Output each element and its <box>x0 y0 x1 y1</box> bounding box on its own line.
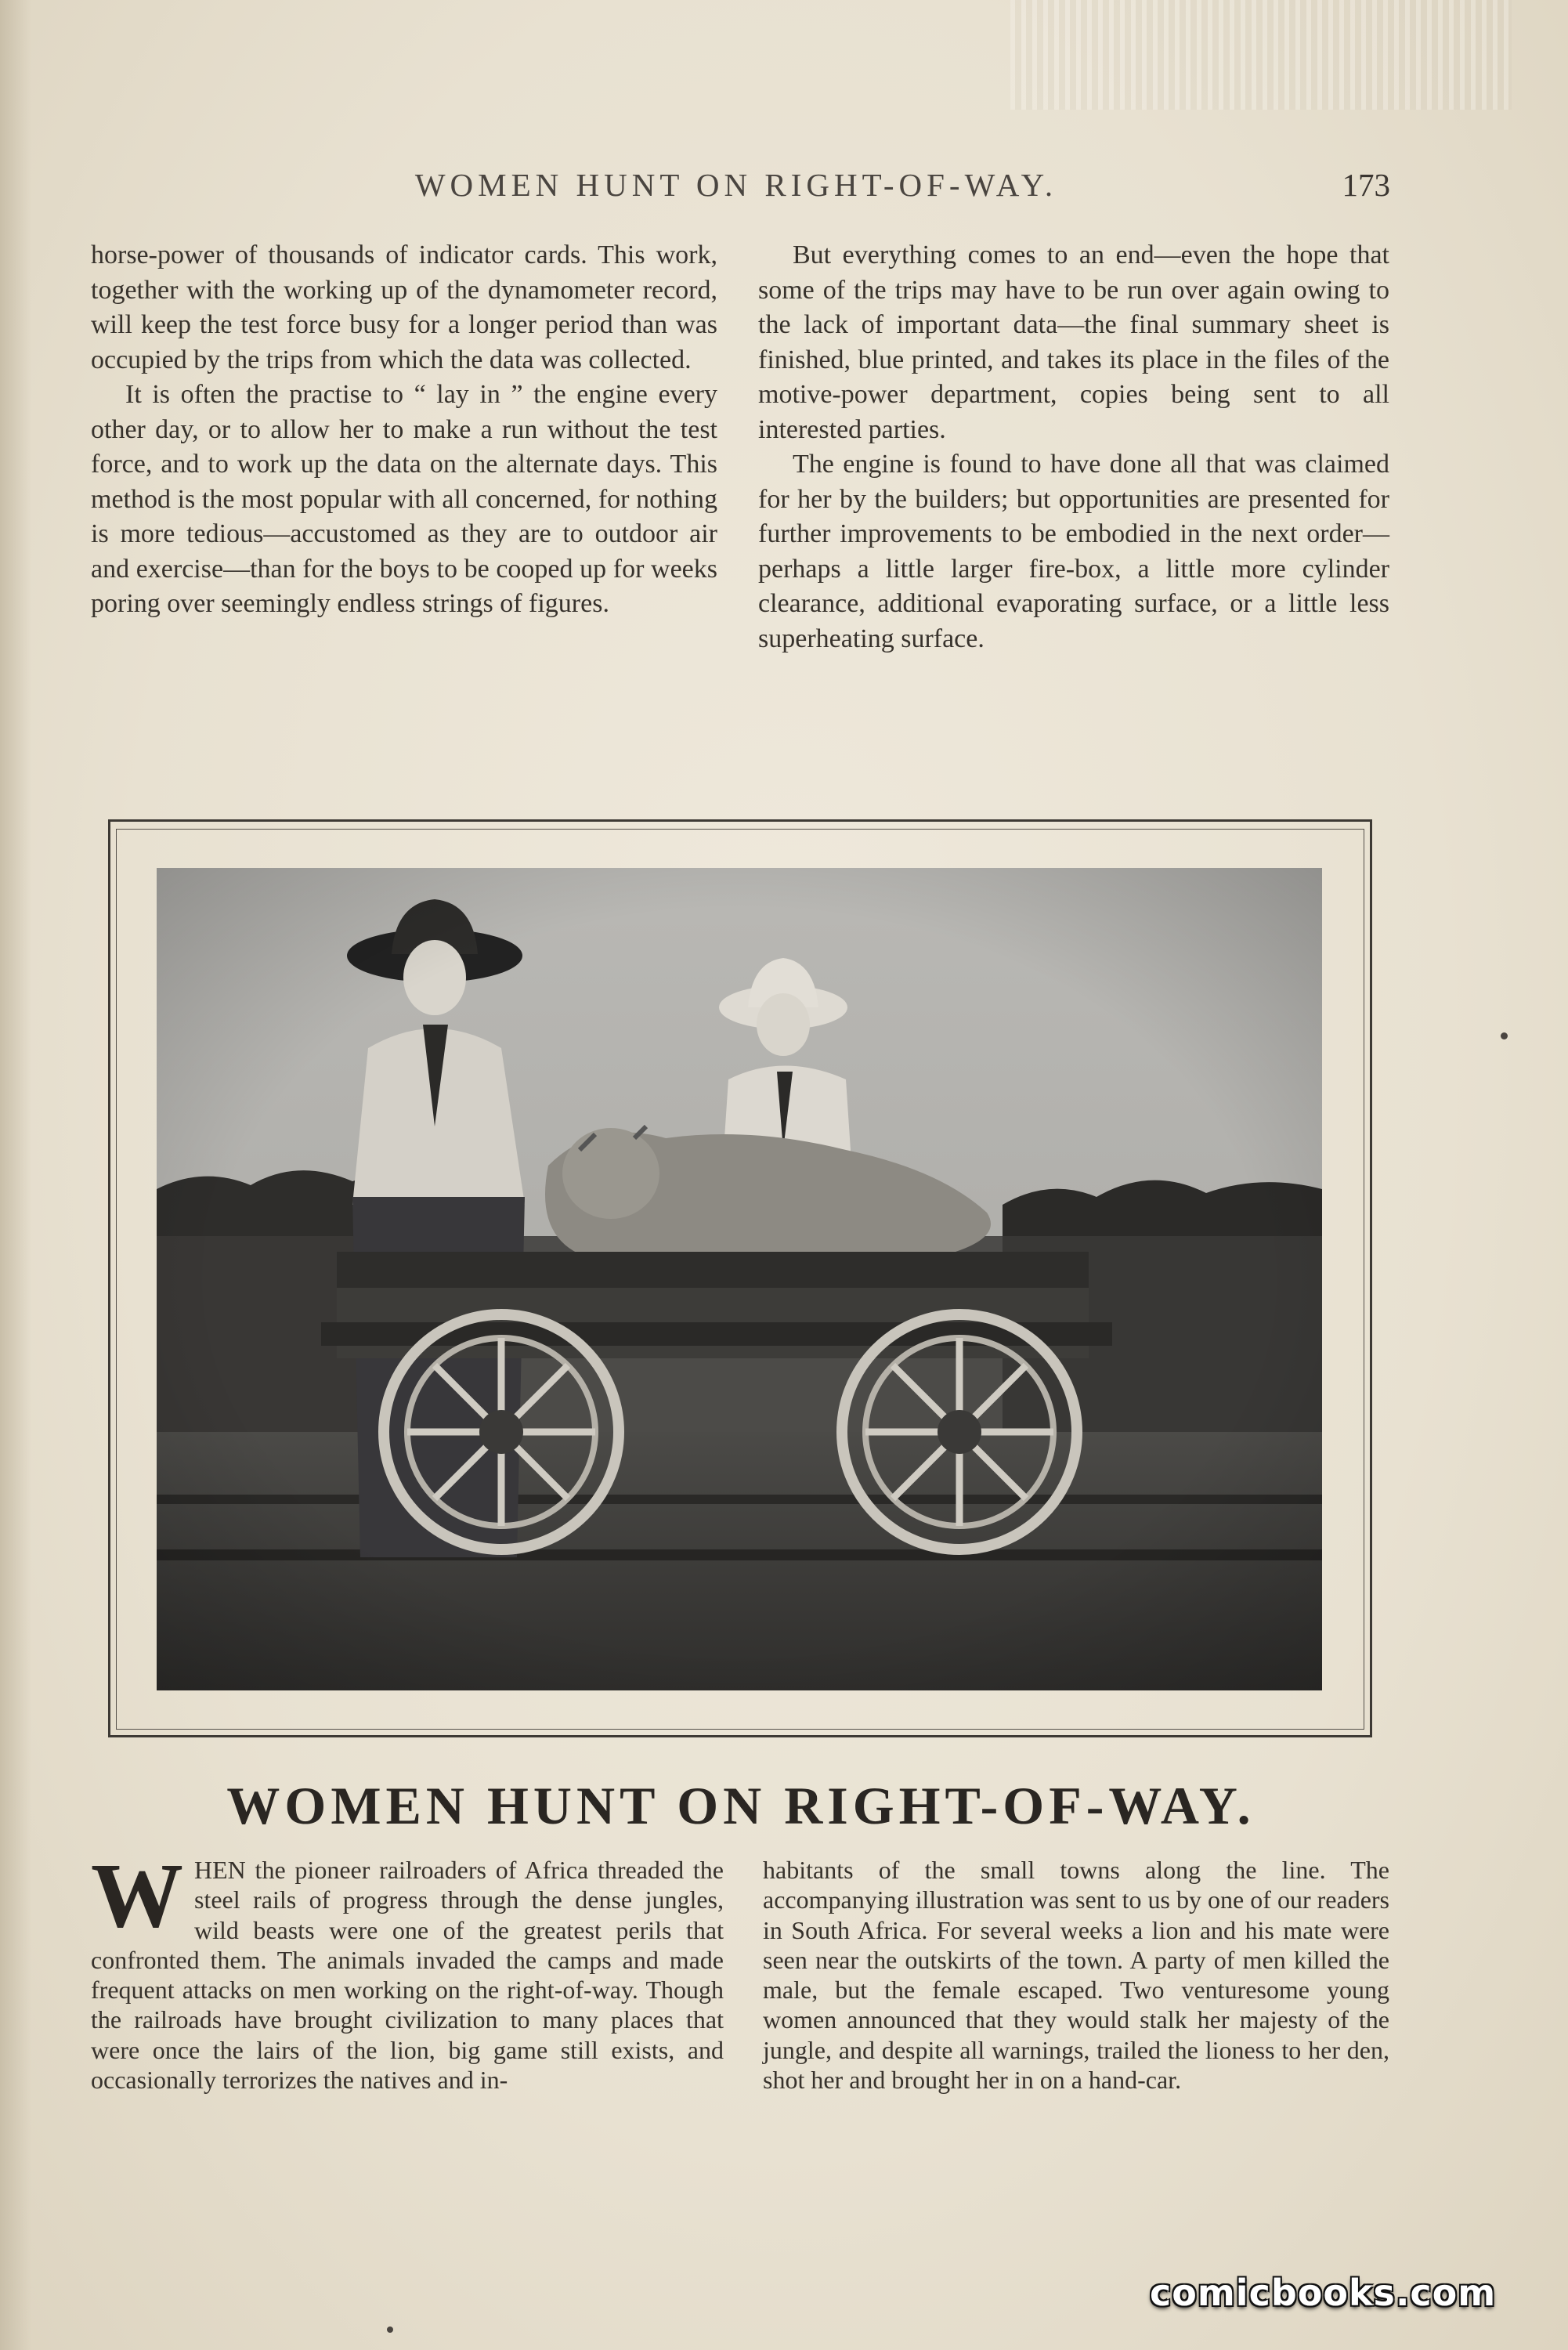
article-right-column <box>763 1855 1389 2095</box>
article-headline: WOMEN HUNT ON RIGHT-OF-WAY. <box>226 1776 1255 1835</box>
photograph-illustration <box>157 868 1322 1690</box>
article-left-column <box>91 1844 724 2095</box>
page-fold-texture <box>1010 0 1512 110</box>
paragraph: horse-power of thousands of indicator cards. This work, together with the working up of the dynamometer record, will keep the test force busy for a longer period than was occupied by the trips from which the data was collected. <box>91 240 717 374</box>
watermark-logo: comicbooks.com <box>1150 2272 1497 2314</box>
top-left-column <box>91 238 717 622</box>
print-speck <box>1501 1032 1508 1039</box>
paragraph: It is often the practise to “ lay in ” the engine every other day, or to allow her to make a run without the test force, and to work up the data on the alternate days. This method is the most popular with all concerned, for nothing is more tedious—accustomed as they are to outdoor air and exercise—than for the boys to be cooped up for weeks poring over seemingly endless strings of figures. <box>91 380 717 618</box>
page-number: 173 <box>1342 167 1390 203</box>
running-header-title: WOMEN HUNT ON RIGHT-OF-WAY. <box>414 167 1058 203</box>
paragraph: The engine is found to have done all that was claimed for her by the builders; but opportunities are presented for further improvements to be embodied in the next order—perhaps a little larger fire-box, a little more cylinder clearance, additional evaporating surface, or a little less superheating surface. <box>758 450 1389 653</box>
paragraph: But everything comes to an end—even the hope that some of the trips may have to be run over again owing to the lack of important data—the final summary sheet is finished, blue printed, and takes its place in the files of the motive-power department, copies being sent to all interested parties. <box>758 240 1389 444</box>
article-text-left: HEN the pioneer railroaders of Africa threaded the steel rails of progress through the dense jungles, wild beasts were one of the greatest perils that confronted them. The animals invaded the camps and made frequent attacks on men working on the right-of-way. Though the railroads have brought civilization to many places that were once the lairs of the lion, big game still exists, and occasionally terrorizes the natives and in- <box>91 1856 724 2095</box>
article-text-right: habitants of the small towns along the line. The accompanying illustration was sent to us by one of our readers in South Africa. For several weeks a lion and his mate were seen near the outskirts of the town. A party of men killed the male, but the female escaped. Two venturesome young women announced that they would stalk her majesty of the jungle, and despite all warnings, trailed the lioness to her den, shot her and brought her in on a hand-car. <box>763 1856 1389 2095</box>
drop-cap: W <box>91 1844 183 1947</box>
photograph-women-lioness-handcar <box>157 868 1322 1690</box>
top-right-column <box>758 238 1389 656</box>
print-speck <box>387 2326 393 2333</box>
page-edge-shadow <box>0 0 31 2350</box>
